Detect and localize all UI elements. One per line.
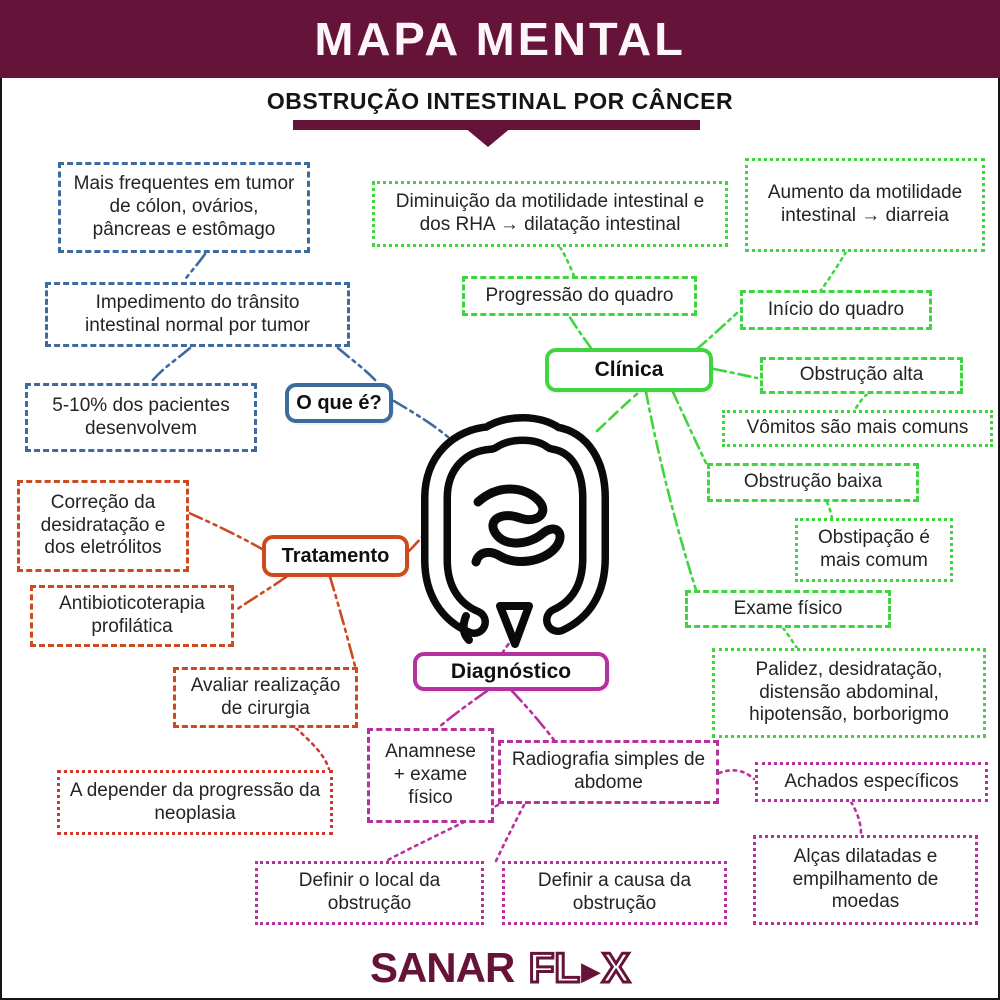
- connector: [821, 252, 846, 290]
- box-obstipacao-mais-comum: Obstipação é mais comum: [795, 518, 953, 582]
- box-aumento-motilidade: Aumento da motilidade intestinal → diarreia: [745, 158, 985, 252]
- play-icon: ▶: [581, 956, 602, 987]
- connector: [673, 392, 706, 463]
- box-impedimento-transito: Impedimento do trânsito intestinal normal por tumor: [45, 282, 350, 347]
- brand-flix: FL▶X: [528, 944, 631, 991]
- connector: [152, 348, 190, 381]
- connector: [189, 513, 262, 549]
- connector: [330, 577, 355, 666]
- map-subject-title: OBSTRUÇÃO INTESTINAL POR CÂNCER: [266, 88, 734, 114]
- box-obstrucao-baixa: Obstrução baixa: [707, 463, 919, 502]
- box-obstrucao-alta: Obstrução alta: [760, 357, 963, 394]
- box-progressao-quadro: Progressão do quadro: [462, 276, 697, 316]
- page-title: MAPA MENTAL: [314, 13, 686, 65]
- connector: [236, 577, 286, 610]
- node-tratamento: Tratamento: [262, 535, 409, 577]
- box-diminuicao-motilidade: Diminuição da motilidade intestinal e dos RHA → dilatação intestinal: [372, 181, 728, 247]
- connector: [719, 770, 754, 779]
- box-mais-frequentes: Mais frequentes em tumor de cólon, ovários, pâncreas e estômago: [58, 162, 310, 253]
- connector: [560, 247, 574, 276]
- node-o-que-e: O que é?: [285, 383, 393, 423]
- brand-sanar: SANAR: [369, 944, 515, 991]
- connector: [569, 316, 591, 348]
- connector: [714, 369, 757, 378]
- box-correcao-desidratacao: Correção da desidratação e dos eletrólitos: [17, 480, 189, 572]
- box-definir-local: Definir o local da obstrução: [255, 861, 484, 925]
- connector: [184, 254, 205, 281]
- connector: [827, 502, 832, 518]
- box-avaliar-cirurgia: Avaliar realização de cirurgia: [173, 667, 358, 728]
- box-anamnese-exame: Anamnese + exame físico: [367, 728, 494, 823]
- connector: [438, 691, 487, 728]
- box-exame-fisico: Exame físico: [685, 590, 891, 628]
- box-radiografia-abdome: Radiografia simples de abdome: [498, 740, 719, 804]
- box-achados-especificos: Achados específicos: [755, 762, 988, 802]
- node-clinica: Clínica: [545, 348, 713, 392]
- connector: [697, 313, 737, 349]
- box-definir-causa: Definir a causa da obstrução: [502, 861, 727, 925]
- box-antibioticoterapia: Antibioticoterapia profilática: [30, 585, 234, 647]
- connector: [646, 392, 696, 590]
- box-depender-progressao: A depender da progressão da neoplasia: [57, 770, 333, 835]
- box-inicio-quadro: Início do quadro: [740, 290, 932, 330]
- connector: [855, 394, 867, 410]
- brand-logo: [0, 944, 1000, 992]
- connector: [496, 805, 524, 861]
- connector: [338, 348, 377, 382]
- connector: [296, 728, 329, 769]
- box-vomitos-mais-comuns: Vômitos são mais comuns: [722, 410, 993, 447]
- box-5-10-pacientes: 5-10% dos pacientes desenvolvem: [25, 383, 257, 452]
- connector: [851, 802, 861, 834]
- chevron-down-marker: [464, 127, 512, 147]
- node-diagnostico: Diagnóstico: [413, 652, 609, 691]
- intestine-icon: [416, 410, 612, 648]
- header-bar: [0, 0, 1000, 78]
- box-alcas-dilatadas: Alças dilatadas e empilhamento de moedas: [753, 835, 978, 925]
- box-palidez-achados: Palidez, desidratação, distensão abdominal, hipotensão, borborigmo: [712, 648, 986, 738]
- connector: [512, 691, 554, 740]
- connector: [783, 628, 797, 648]
